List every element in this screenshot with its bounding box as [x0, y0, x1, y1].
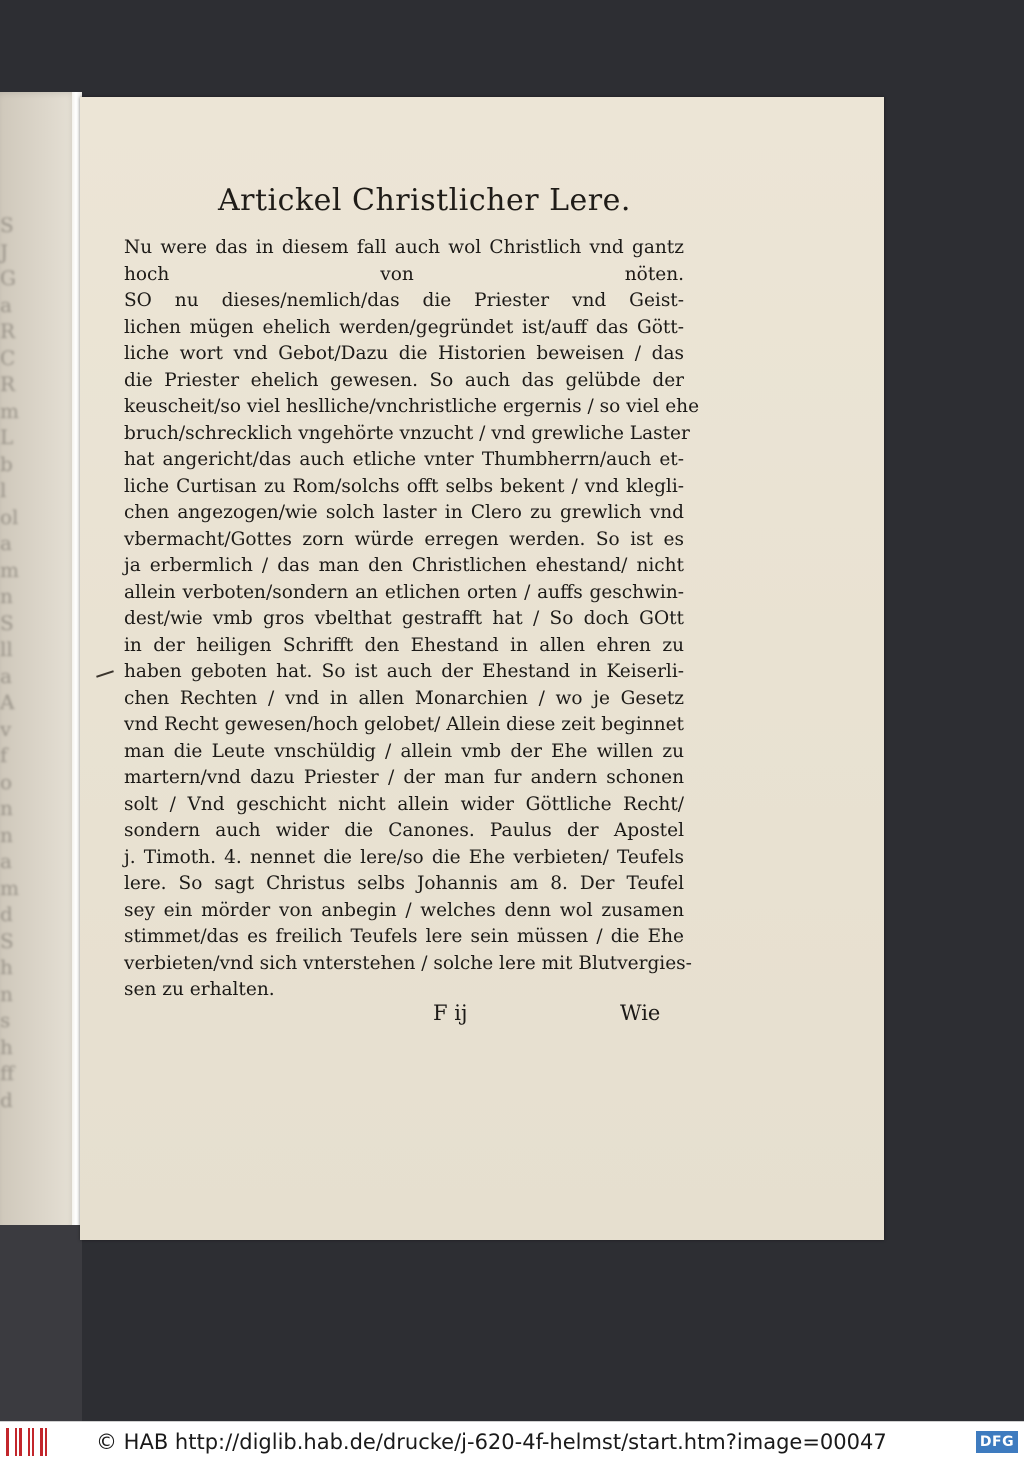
neighbor-fragment: ll	[0, 637, 13, 661]
neighbor-fragment: a	[0, 292, 12, 317]
book-page	[80, 97, 884, 1240]
text-line: j. Timoth. 4. nennet die lere/so die Ehe verbieten/ Teufels	[124, 846, 684, 868]
text-line: bruch/schrecklich vngehörte vnzucht / vnd grewliche Laster	[124, 422, 690, 444]
hab-barcode-icon	[6, 1428, 50, 1456]
text-line: keuscheit/so viel heslliche/vnchristliche ergernis / so viel ehe	[124, 396, 700, 417]
text-line: sondern auch wider die Canones. Paulus der Apostel	[124, 820, 684, 841]
text-line: verbieten/vnd sich vnterstehen / solche lere mit Blutvergies-	[124, 952, 692, 974]
text-line: martern/vnd dazu Priester / der man fur andern schonen	[124, 767, 684, 788]
text-line: liche wort vnd Gebot/Dazu die Historien beweisen / das	[124, 343, 684, 364]
text-line: lichen mügen ehelich werden/gegründet ist/auff das Gött-	[124, 316, 684, 338]
neighbor-fragment: d	[0, 902, 13, 926]
text-line: liche Curtisan zu Rom/solchs offt selbs bekent / vnd klegli-	[124, 475, 684, 497]
text-line: haben geboten hat. So ist auch der Ehestand in Keiserli-	[124, 661, 684, 682]
neighbor-fragment: h	[0, 955, 13, 979]
text-line: sen zu erhalten.	[124, 979, 275, 1000]
text-line: stimmet/das es freilich Teufels lere sein müssen / die Ehe	[124, 926, 684, 947]
neighbor-fragment: a	[0, 531, 12, 555]
neighbor-fragment: S	[0, 213, 14, 237]
neighbor-fragment: J	[0, 239, 9, 264]
margin-mark-icon	[96, 670, 114, 677]
neighbor-fragment: S	[0, 928, 14, 953]
text-line: man die Leute vnschüldig / allein vmb der Ehe willen zu	[124, 740, 684, 762]
neighbor-fragment: ff	[0, 1061, 15, 1085]
catchword: Wie	[620, 1001, 661, 1025]
text-line: in der heiligen Schrifft den Ehestand in allen ehren zu	[124, 634, 684, 656]
neighbor-fragment: n	[0, 584, 13, 608]
neighbor-fragment: R	[0, 319, 16, 343]
text-line: allein verboten/sondern an etlichen orten / auffs geschwin-	[124, 581, 684, 603]
neighbor-page-text	[0, 212, 40, 1112]
text-line: sey ein mörder von anbegin / welches denn wol zusamen	[124, 899, 684, 921]
text-line: hoch von nöten.	[124, 263, 684, 285]
neighbor-fragment: L	[0, 425, 14, 449]
running-header: Artickel Christlicher Lere.	[218, 183, 631, 218]
background-fold	[0, 1225, 82, 1421]
neighbor-fragment: s	[0, 1008, 11, 1032]
neighbor-fragment: n	[0, 822, 13, 847]
text-line: die Priester ehelich gewesen. So auch das gelübde der	[124, 369, 684, 391]
text-line: ja erbermlich / das man den Christlichen ehestand/ nicht	[124, 555, 684, 576]
neighbor-fragment: a	[0, 849, 12, 873]
page-body-text	[124, 235, 700, 1004]
dfg-logo-icon: DFG	[976, 1431, 1018, 1453]
text-line: SO nu dieses/nemlich/das die Priester vnd Geist-	[124, 290, 684, 311]
neighbor-fragment: G	[0, 266, 16, 290]
neighbor-fragment: m	[0, 398, 19, 423]
neighbor-fragment: ol	[0, 504, 19, 529]
neighbor-fragment: o	[0, 769, 13, 794]
text-line: hat angericht/das auch etliche vnter Thumbherrn/auch et-	[124, 449, 684, 470]
footer-copyright-link[interactable]: © HAB http://diglib.hab.de/drucke/j-620-4f-helmst/start.htm?image=00047	[96, 1430, 887, 1454]
text-line: chen angezogen/wie solch laster in Clero zu grewlich vnd	[124, 502, 684, 523]
text-line: solt / Vnd geschicht nicht allein wider Göttliche Recht/	[124, 793, 684, 815]
neighbor-fragment: R	[0, 372, 16, 396]
neighbor-fragment: m	[0, 875, 19, 900]
neighbor-fragment: C	[0, 345, 16, 370]
neighbor-fragment: f	[0, 743, 8, 767]
neighbor-fragment: n	[0, 981, 13, 1006]
neighbor-fragment: l	[0, 478, 7, 502]
neighbor-fragment: S	[0, 610, 14, 635]
text-line: chen Rechten / vnd in allen Monarchien / wo je Gesetz	[124, 687, 684, 709]
neighbor-page	[0, 92, 78, 1232]
signature-mark: F ij	[433, 1001, 468, 1025]
neighbor-fragment: A	[0, 690, 15, 714]
text-line: Nu were das in diesem fall auch wol Christlich vnd gantz	[124, 237, 684, 258]
neighbor-fragment: a	[0, 663, 12, 688]
text-line: lere. So sagt Christus selbs Johannis am 8. Der Teufel	[124, 873, 684, 894]
neighbor-fragment: v	[0, 716, 12, 741]
neighbor-fragment: d	[0, 1087, 13, 1112]
neighbor-fragment: b	[0, 451, 13, 476]
text-line: vbermacht/Gottes zorn würde erregen werden. So ist es	[124, 528, 684, 550]
neighbor-fragment: m	[0, 557, 19, 582]
text-line: vnd Recht gewesen/hoch gelobet/ Allein diese zeit beginnet	[124, 714, 684, 735]
footer-bar	[0, 1421, 1024, 1462]
text-line: dest/wie vmb gros vbelthat gestrafft hat / So doch GOtt	[124, 608, 684, 629]
neighbor-fragment: h	[0, 1034, 13, 1059]
neighbor-fragment: n	[0, 796, 13, 820]
